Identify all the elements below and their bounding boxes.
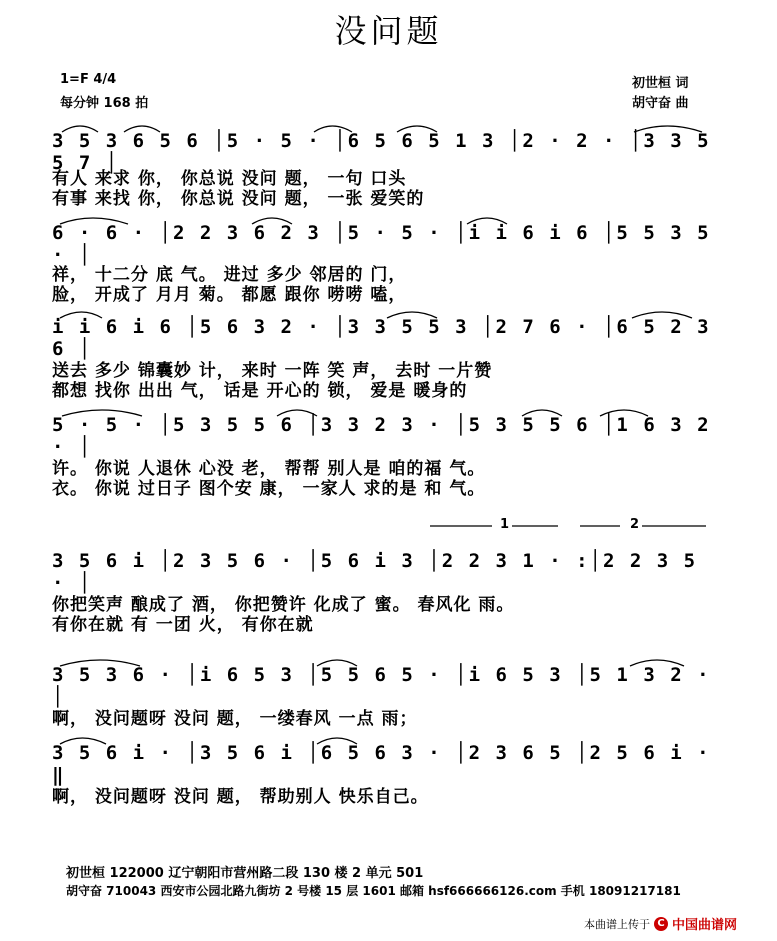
volta-2-label: 2 — [630, 517, 640, 532]
site-watermark — [584, 914, 737, 933]
volta-1-label: 1 — [500, 517, 510, 532]
notation-line: 6 · 6 · │2 2 3 6 2 3 │5 · 5 · │i i 6 i 6 │5 5 3 5 · │ — [52, 222, 711, 266]
lyrics-verse-2: 有你在就 有 一团 火， 有你在就 — [52, 615, 314, 635]
lyrics-verse-2: 脸， 开成了 月月 菊。 都愿 跟你 唠唠 嗑， — [52, 285, 407, 305]
composer-contact: 胡守奋 710043 西安市公园北路九街坊 2 号楼 15 层 1601 邮箱 hsf666666126.com 手机 18091217181 — [66, 884, 681, 898]
notation-line: 3 5 3 6 · │i 6 5 3 │5 5 6 5 · │i 6 5 3 │5 1 3 2 · │ — [52, 664, 711, 708]
lyricist-contact: 初世桓 122000 辽宁朝阳市营州路二段 130 楼 2 单元 501 — [66, 866, 424, 881]
lyrics-verse-1: 祥， 十二分 底 气。 进过 多少 邻居的 门， — [52, 265, 407, 285]
score-system-2 — [52, 212, 722, 305]
notation-line: 3 5 3 6 5 6 │5 · 5 · │6 5 6 5 1 3 │2 · 2 · │3 3 5 5 7 │ — [52, 130, 711, 174]
lyrics-verse: 啊， 没问题呀 没问 题， 一缕春风 一点 雨； — [52, 709, 418, 729]
lyrics-verse-1: 许。 你说 人退休 心没 老， 帮帮 别人是 咱的福 气。 — [52, 459, 486, 479]
lyricist-credit: 初世桓 词 — [632, 76, 689, 91]
lyrics-verse-1: 送去 多少 锦囊妙 计， 来时 一阵 笑 声， 去时 一片赞 — [52, 361, 493, 381]
upload-note: 本曲谱上传于 — [584, 917, 650, 931]
key-signature: 1=F 4/4 — [60, 72, 117, 87]
score-system-1 — [52, 120, 722, 210]
score-system-4 — [52, 404, 722, 500]
score-system-6 — [52, 654, 722, 729]
lyrics-verse-2: 衣。 你说 过日子 图个安 康， 一家人 求的是 和 气。 — [52, 479, 486, 499]
lyrics-verse-1: 有人 来求 你， 你总说 没问 题， 一句 口头 — [52, 169, 407, 189]
score-system-5 — [52, 540, 722, 635]
score-system-7 — [52, 732, 722, 807]
notation-line: i i 6 i 6 │5 6 3 2 · │3 3 5 5 3 │2 7 6 · │6 5 2 3 6 │ — [52, 316, 711, 360]
notation-line: 5 · 5 · │5 3 5 5 6 │3 3 2 3 · │5 3 5 5 6 │1 6 3 2 · │ — [52, 414, 711, 458]
lyrics-verse-2: 都想 找你 出出 气， 话是 开心的 锁， 爱是 暖身的 — [52, 381, 468, 401]
song-title: 没问题 — [334, 12, 443, 50]
lyrics-verse: 啊， 没问题呀 没问 题， 帮助别人 快乐自己。 — [52, 787, 429, 807]
notation-line: 3 5 6 i │2 3 5 6 · │5 6 i 3 │2 2 3 1 · :│2 2 3 5 · │ — [52, 550, 698, 594]
logo-icon: C — [654, 917, 668, 931]
composer-credit: 胡守奋 曲 — [632, 96, 689, 111]
lyrics-verse-1: 你把笑声 酿成了 酒， 你把赞许 化成了 蜜。 春风化 雨。 — [52, 595, 515, 615]
tempo-marking: 每分钟 168 拍 — [60, 96, 149, 111]
score-system-3 — [52, 306, 722, 402]
site-name: 中国曲谱网 — [672, 918, 738, 933]
volta-brackets — [420, 516, 720, 536]
lyrics-verse-2: 有事 来找 你， 你总说 没问 题， 一张 爱笑的 — [52, 189, 425, 209]
notation-line: 3 5 6 i · │3 5 6 i │6 5 6 3 · │2 3 6 5 │2 5 6 i · ‖ — [52, 742, 711, 786]
